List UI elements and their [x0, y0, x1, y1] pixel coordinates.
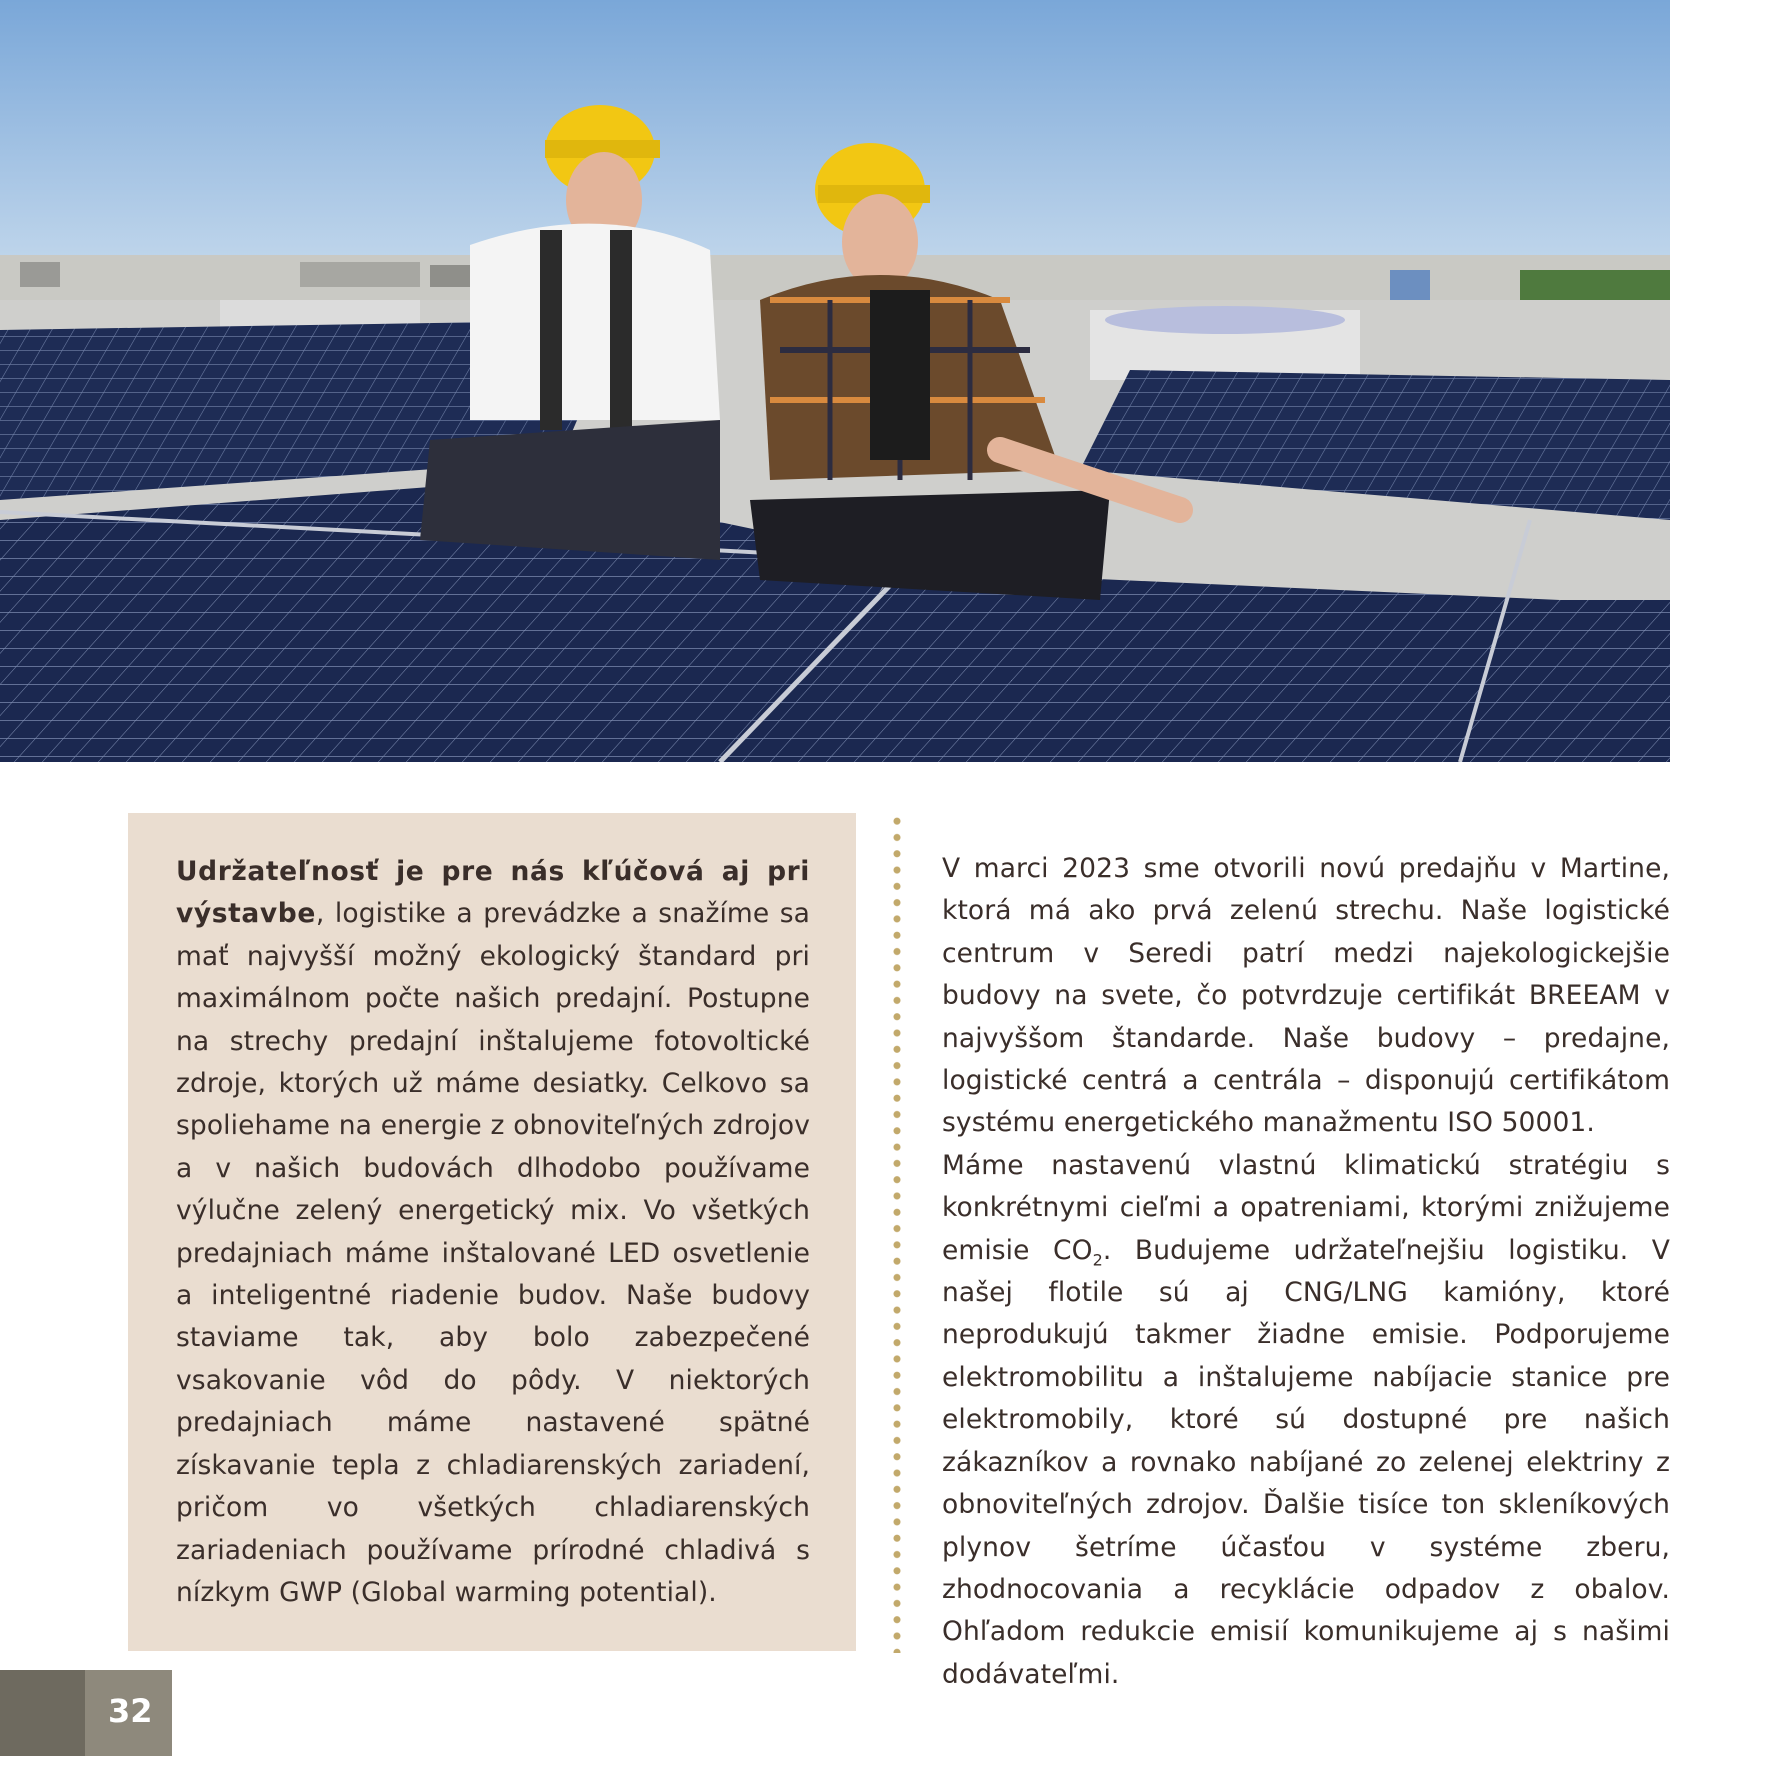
page-number-tab-accent	[0, 1670, 85, 1756]
co2-subscript: 2	[1092, 1249, 1103, 1269]
rooftop-solar-panels-photo-icon	[0, 0, 1670, 762]
paragraph-2-end: . Budujeme udržateľnejšiu logistiku. V našej flotile sú aj CNG/LNG kamióny, ktoré neprodukujú takmer žiadne emisie. Podporujeme elektromobilitu a inštalujeme nabíjacie stanice pre elektromobily, ktoré sú dostupné pre našich zákazníkov a rovnako nabíjané zo zelenej elektriny z obnoviteľných zdrojov. Ďalšie tisíce ton skleníkových plynov šetríme účasťou v systéme zberu, zhodnocovania a recyklácie odpadov z obalov. Ohľadom redukcie emisií komunikujeme aj s našimi dodávateľmi.	[942, 1234, 1671, 1690]
sidebox-body: , logistike a prevádzke a snažíme sa mať najvyšší možný ekologický štandard pri maximálnom počte našich predajní. Postupne na strechy predajní inštalujeme fotovoltické zdroje, ktorých už máme desiatky. Celkovo sa spoliehame na energie z obnoviteľných zdrojov a v našich budovách dlhodobo používame výlučne zelený energetický mix. Vo všetkých predajniach máme inštalované LED osvetlenie a inteligentné riadenie budov. Naše budovy staviame tak, aby bolo zabezpečené vsakovanie vôd do pôdy. V niektorých predajniach máme nastavené spätné získavanie tepla z chladiarenských zariadení, pričom vo všetkých chladiarenských zariadeniach používame prírodné chladivá s nízkym GWP (Global warming potential).	[176, 898, 810, 1608]
page-number: 32	[108, 1692, 153, 1730]
hero-photo	[0, 0, 1670, 762]
paragraph-2-start: Máme nastavenú vlastnú klimatickú stratégiu s konkrétnymi cieľmi a opatreniami, ktorými znižujeme emisie CO	[942, 1149, 1670, 1266]
main-paragraph-1: V marci 2023 sme otvorili novú predajňu v Martine, ktorá má ako prvá zelenú strechu. Naše logistické centrum v Seredi patrí medzi najekologickejšie budovy na svete, čo potvrdzuje certifikát BREEAM v najvyššom štandarde. Naše budovy – predajne, logistické centrá a centrála – disponujú certifikátom systému energetického manažmentu ISO 50001.	[942, 853, 1670, 1139]
page-number-tab	[0, 1670, 172, 1756]
sidebox-text	[176, 851, 810, 1614]
sidebox-lead: Udržateľnosť je pre nás kľúčová aj pri výstavbe	[176, 856, 810, 930]
dotted-divider	[891, 813, 903, 1653]
main-text	[942, 848, 1670, 1696]
sustainability-sidebox	[128, 813, 856, 1651]
main-paragraph-2	[942, 1145, 1670, 1696]
